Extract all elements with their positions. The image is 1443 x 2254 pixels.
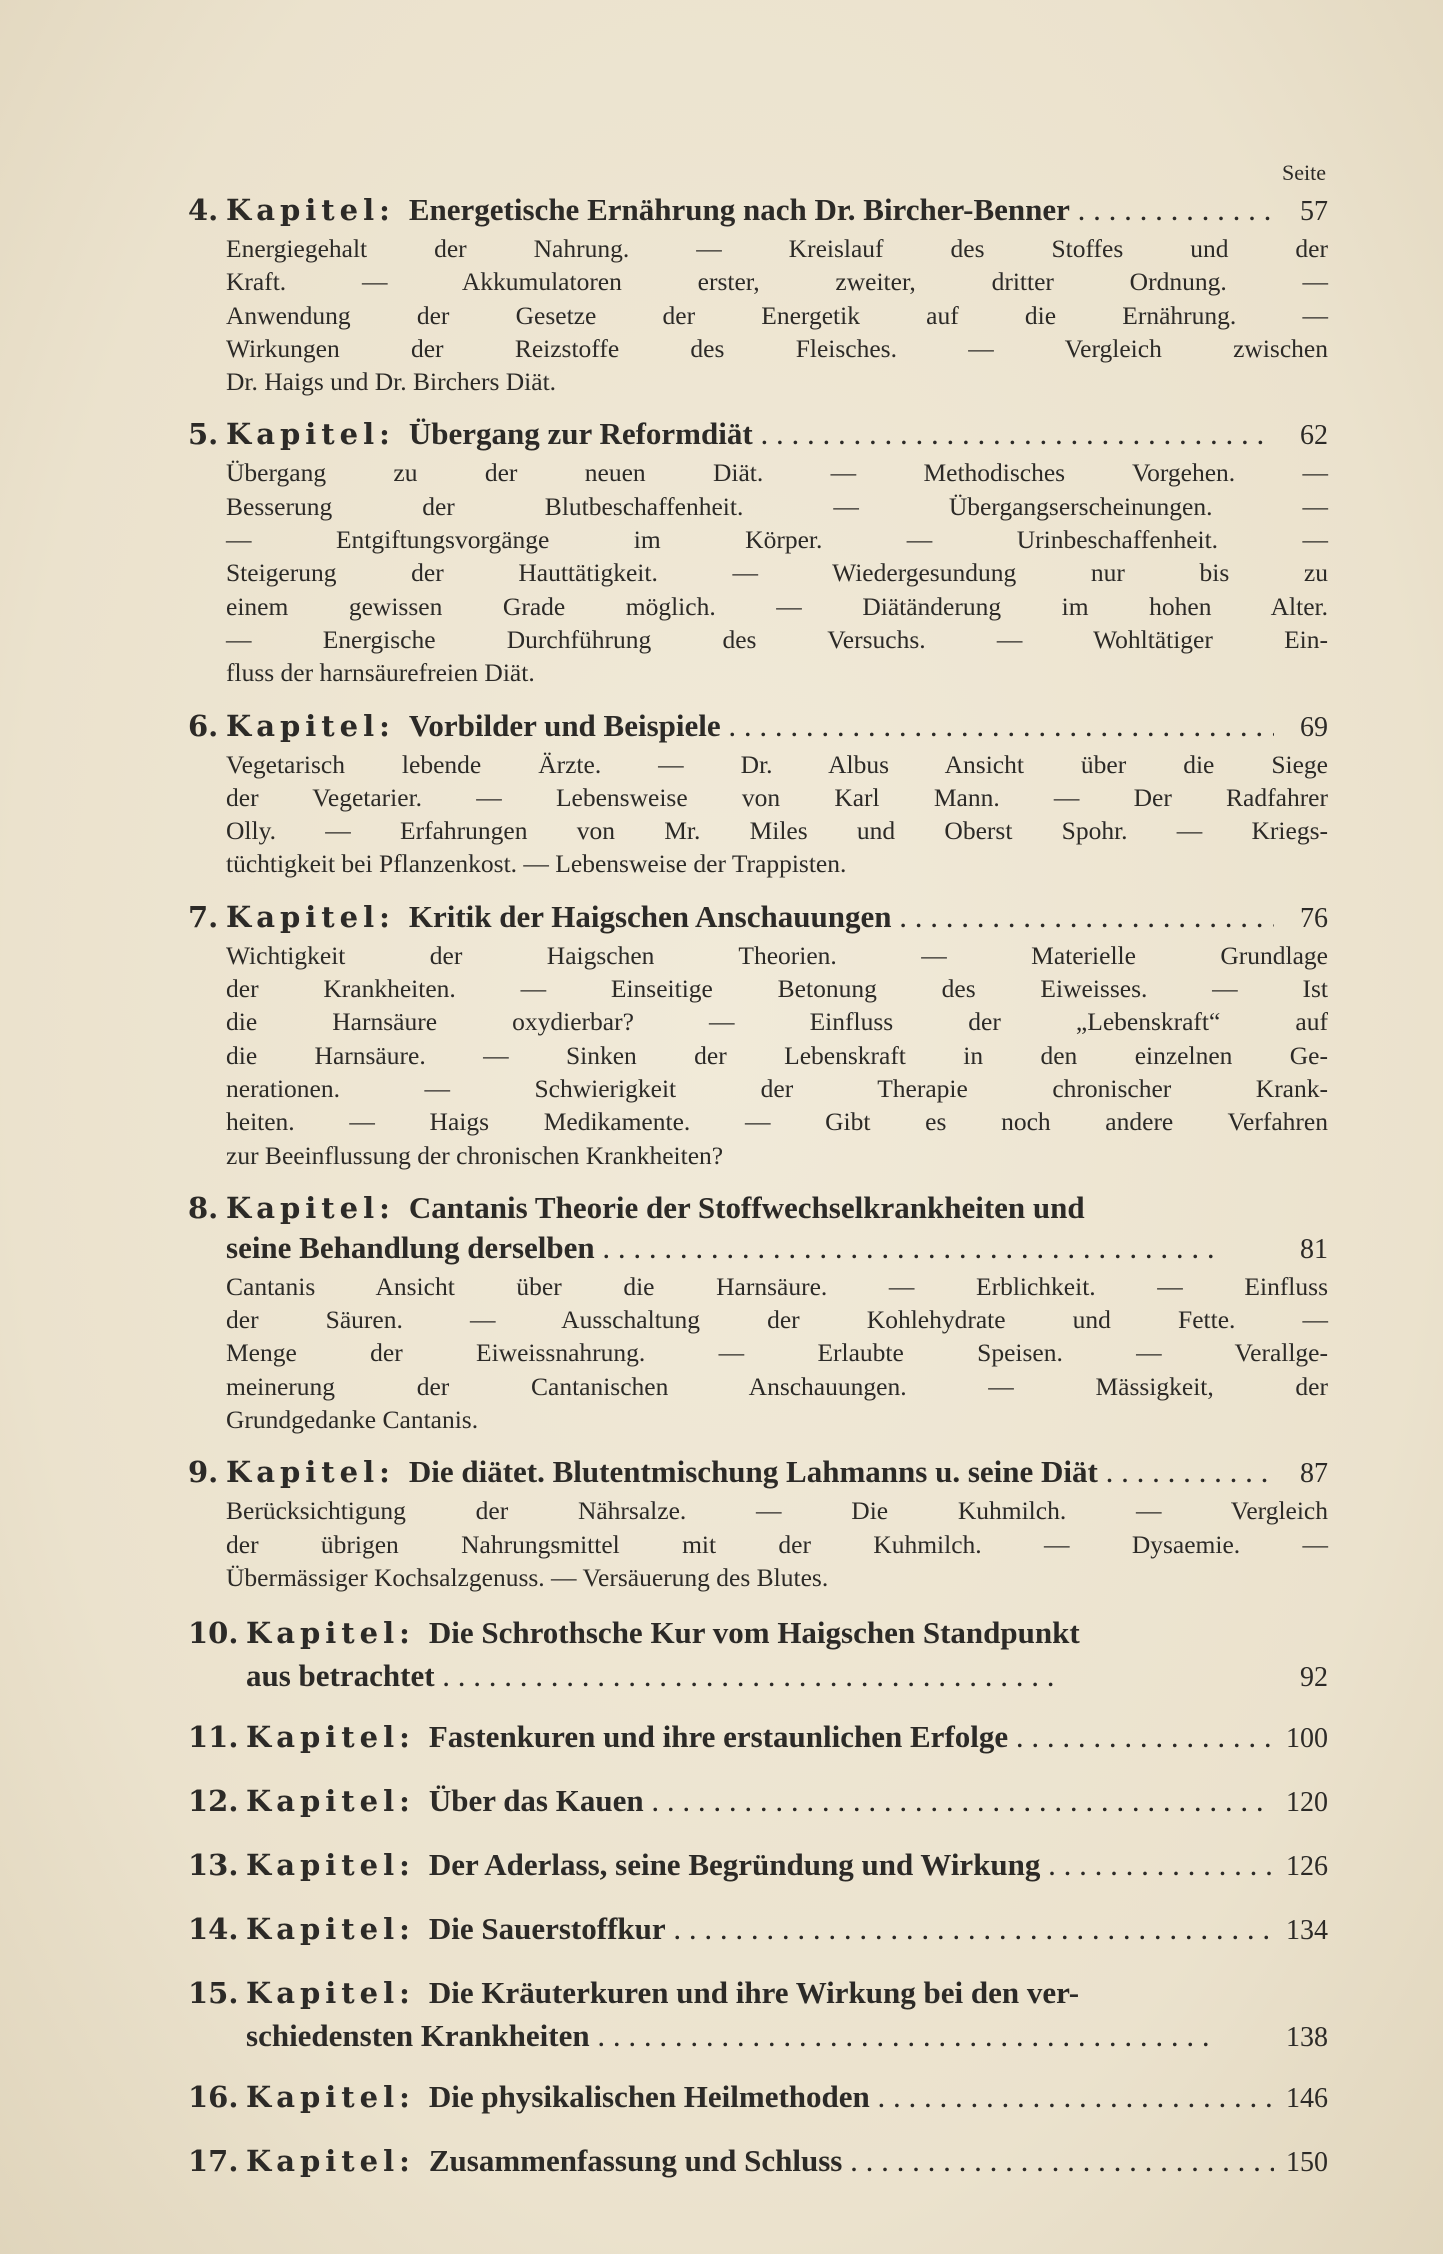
kapitel-label: Kapitel:	[246, 1784, 415, 1819]
summary-line: nerationen. — Schwierigkeit der Therapie chronischer Krank-	[226, 1073, 1328, 1103]
chapter-page-number: 62	[1300, 420, 1328, 452]
chapter-summary	[188, 939, 1328, 1172]
summary-line: Grundgedanke Cantanis.	[226, 1405, 479, 1435]
chapter-summary	[188, 748, 1328, 881]
chapter-heading	[188, 1842, 1328, 1890]
kapitel-label: Kapitel:	[246, 1848, 415, 1883]
chapter-heading	[188, 1610, 1328, 1656]
chapter-title-continuation-row	[188, 2016, 1328, 2058]
summary-line: — Entgiftungsvorgänge im Körper. — Urinbeschaffenheit. —	[226, 525, 1328, 555]
chapter-number: 17.	[188, 2144, 239, 2179]
kapitel-label: Kapitel:	[246, 2144, 415, 2179]
summary-line: Kraft. — Akkumulatoren erster, zweiter, dritter Ordnung. —	[226, 267, 1328, 297]
chapter-number: 12.	[188, 1784, 239, 1819]
chapter-heading	[188, 414, 1328, 456]
chapter-title-continuation: aus betrachtet . . .	[246, 1656, 1274, 1696]
kapitel-label: Kapitel:	[246, 1976, 415, 2011]
kapitel-label: Kapitel:	[246, 1720, 415, 1755]
chapter-summary	[188, 1270, 1328, 1436]
chapter-title: Übergang zur Reformdiät . . .	[409, 414, 1274, 454]
chapter-list	[188, 190, 1328, 2186]
chapter-entry	[188, 190, 1328, 398]
chapter-entry	[188, 1610, 1328, 1698]
chapter-heading	[188, 1906, 1328, 1954]
summary-line: der Krankheiten. — Einseitige Betonung des Eiweisses. — Ist	[226, 974, 1328, 1004]
summary-line: der Vegetarier. — Lebensweise von Karl Mann. — Der Radfahrer	[226, 782, 1328, 812]
table-of-contents	[188, 160, 1328, 2202]
chapter-heading	[188, 1778, 1328, 1826]
chapter-entry	[188, 1714, 1328, 1762]
summary-line: Energiegehalt der Nahrung. — Kreislauf des Stoffes und der	[226, 234, 1328, 263]
chapter-entry	[188, 1906, 1328, 1954]
chapter-title: Cantanis Theorie der Stoffwechselkrankheiten und	[408, 1189, 1085, 1225]
kapitel-label: Kapitel:	[226, 1190, 395, 1225]
summary-line: die Harnsäure oxydierbar? — Einfluss der „Lebenskraft“ auf	[226, 1007, 1328, 1037]
chapter-number: 7.	[188, 899, 219, 934]
chapter-entry	[188, 414, 1328, 689]
summary-line: Dr. Haigs und Dr. Birchers Diät.	[226, 367, 557, 397]
summary-line: — Energische Durchführung des Versuchs. — Wohltätiger Ein-	[226, 624, 1328, 654]
summary-line: der Säuren. — Ausschaltung der Kohlehydrate und Fette. —	[226, 1305, 1328, 1335]
chapter-title-continuation: schiedensten Krankheiten . . .	[246, 2016, 1274, 2056]
chapter-page-number: 57	[1300, 196, 1328, 227]
chapter-page-number: 87	[1300, 1458, 1328, 1490]
chapter-entry	[188, 1970, 1328, 2058]
chapter-heading	[188, 1970, 1328, 2016]
chapter-page-number: 126	[1286, 1851, 1328, 1883]
chapter-page-number: 81	[1300, 1233, 1328, 1265]
chapter-title: Die diätet. Blutentmischung Lahmanns u. seine Diät . . .	[409, 1452, 1274, 1492]
chapter-heading	[188, 2074, 1328, 2122]
chapter-title: Fastenkuren und ihre erstaunlichen Erfolge . . .	[429, 1714, 1274, 1760]
chapter-page-number: 150	[1286, 2147, 1328, 2179]
summary-line: Wichtigkeit der Haigschen Theorien. — Materielle Grundlage	[226, 940, 1328, 970]
chapter-entry	[188, 706, 1328, 881]
chapter-title: Die Schrothsche Kur vom Haigschen Standpunkt	[428, 1615, 1080, 1651]
chapter-heading	[188, 190, 1328, 232]
chapter-heading	[188, 1714, 1328, 1762]
chapter-title: Der Aderlass, seine Begründung und Wirkung . . .	[429, 1842, 1274, 1888]
chapter-heading	[188, 1188, 1328, 1228]
chapter-heading	[188, 1452, 1328, 1494]
chapter-title-continuation-row	[188, 1228, 1328, 1270]
chapter-page-number: 138	[1286, 2022, 1328, 2054]
summary-line: einem gewissen Grade möglich. — Diätänderung im hohen Alter.	[226, 591, 1328, 621]
summary-line: Anwendung der Gesetze der Energetik auf die Ernährung. —	[226, 300, 1328, 330]
chapter-entry	[188, 2138, 1328, 2186]
kapitel-label: Kapitel:	[246, 1616, 415, 1651]
summary-line: Olly. — Erfahrungen von Mr. Miles und Oberst Spohr. — Kriegs-	[226, 816, 1328, 846]
chapter-summary	[188, 232, 1328, 398]
page-column-header: Seite	[1282, 160, 1326, 185]
chapter-entry	[188, 1452, 1328, 1594]
chapter-number: 11.	[188, 1720, 239, 1755]
chapter-entry	[188, 1842, 1328, 1890]
chapter-number: 8.	[188, 1190, 219, 1225]
chapter-page-number: 92	[1300, 1662, 1328, 1694]
summary-line: der übrigen Nahrungsmittel mit der Kuhmilch. — Dysaemie. —	[226, 1529, 1328, 1559]
chapter-title: Die physikalischen Heilmethoden . . .	[429, 2074, 1274, 2120]
summary-line: tüchtigkeit bei Pflanzenkost. — Lebensweise der Trappisten.	[226, 849, 847, 879]
summary-line: Besserung der Blutbeschaffenheit. — Übergangserscheinungen. —	[226, 491, 1328, 521]
chapter-title-continuation: seine Behandlung derselben . . .	[226, 1228, 1274, 1268]
kapitel-label: Kapitel:	[226, 708, 395, 743]
chapter-number: 9.	[188, 1455, 219, 1490]
chapter-number: 13.	[188, 1848, 239, 1883]
chapter-heading	[188, 706, 1328, 748]
chapter-summary	[188, 456, 1328, 689]
chapter-heading	[188, 2138, 1328, 2186]
chapter-page-number: 146	[1286, 2083, 1328, 2115]
summary-line: Vegetarisch lebende Ärzte. — Dr. Albus Ansicht über die Siege	[226, 749, 1328, 779]
kapitel-label: Kapitel:	[226, 899, 395, 934]
kapitel-label: Kapitel:	[246, 1912, 415, 1947]
summary-line: Wirkungen der Reizstoffe des Fleisches. — Vergleich zwischen	[226, 333, 1328, 363]
summary-line: Übergang zu der neuen Diät. — Methodisches Vorgehen. —	[226, 458, 1328, 488]
chapter-page-number: 134	[1286, 1915, 1328, 1947]
chapter-entry	[188, 2074, 1328, 2122]
summary-line: heiten. — Haigs Medikamente. — Gibt es noch andere Verfahren	[226, 1107, 1328, 1137]
chapter-title: Vorbilder und Beispiele . . .	[409, 706, 1274, 746]
chapter-title: Über das Kauen . . .	[429, 1778, 1274, 1824]
summary-line: Berücksichtigung der Nährsalze. — Die Kuhmilch. — Vergleich	[226, 1496, 1328, 1526]
kapitel-label: Kapitel:	[226, 193, 395, 227]
chapter-number: 6.	[188, 708, 219, 743]
chapter-title-continuation-row	[188, 1656, 1328, 1698]
chapter-title: Zusammenfassung und Schluss . . .	[429, 2138, 1274, 2184]
chapter-page-number: 76	[1300, 902, 1328, 934]
chapter-page-number: 69	[1300, 711, 1328, 743]
chapter-page-number: 100	[1286, 1723, 1328, 1755]
summary-line: fluss der harnsäurefreien Diät.	[226, 658, 535, 688]
chapter-title: Kritik der Haigschen Anschauungen . . .	[409, 897, 1274, 937]
chapter-number: 10.	[188, 1616, 239, 1651]
chapter-number: 15.	[188, 1976, 239, 2011]
chapter-number: 16.	[188, 2080, 239, 2115]
chapter-entry	[188, 1188, 1328, 1436]
summary-line: die Harnsäure. — Sinken der Lebenskraft in den einzelnen Ge-	[226, 1040, 1328, 1070]
chapter-page-number: 120	[1286, 1787, 1328, 1819]
kapitel-label: Kapitel:	[226, 417, 395, 452]
chapter-number: 5.	[188, 417, 219, 452]
chapter-entry	[188, 1778, 1328, 1826]
kapitel-label: Kapitel:	[246, 2080, 415, 2115]
chapter-heading	[188, 897, 1328, 939]
chapter-number: 4.	[188, 193, 219, 227]
kapitel-label: Kapitel:	[226, 1455, 395, 1490]
summary-line: Übermässiger Kochsalzgenuss. — Versäuerung des Blutes.	[226, 1562, 829, 1592]
summary-line: Cantanis Ansicht über die Harnsäure. — Erblichkeit. — Einfluss	[226, 1271, 1328, 1301]
chapter-title: Die Sauerstoffkur . . .	[429, 1906, 1274, 1952]
chapter-title: Energetische Ernährung nach Dr. Bircher-Benner . . .	[409, 190, 1274, 230]
summary-line: zur Beeinflussung der chronischen Krankheiten?	[226, 1140, 724, 1170]
summary-line: Steigerung der Hauttätigkeit. — Wiedergesundung nur bis zu	[226, 558, 1328, 588]
chapter-summary	[188, 1494, 1328, 1594]
chapter-number: 14.	[188, 1912, 239, 1947]
chapter-entry	[188, 897, 1328, 1172]
summary-line: meinerung der Cantanischen Anschauungen. — Mässigkeit, der	[226, 1371, 1328, 1401]
summary-line: Menge der Eiweissnahrung. — Erlaubte Speisen. — Verallge-	[226, 1338, 1328, 1368]
chapter-title: Die Kräuterkuren und ihre Wirkung bei den ver-	[428, 1975, 1080, 2011]
